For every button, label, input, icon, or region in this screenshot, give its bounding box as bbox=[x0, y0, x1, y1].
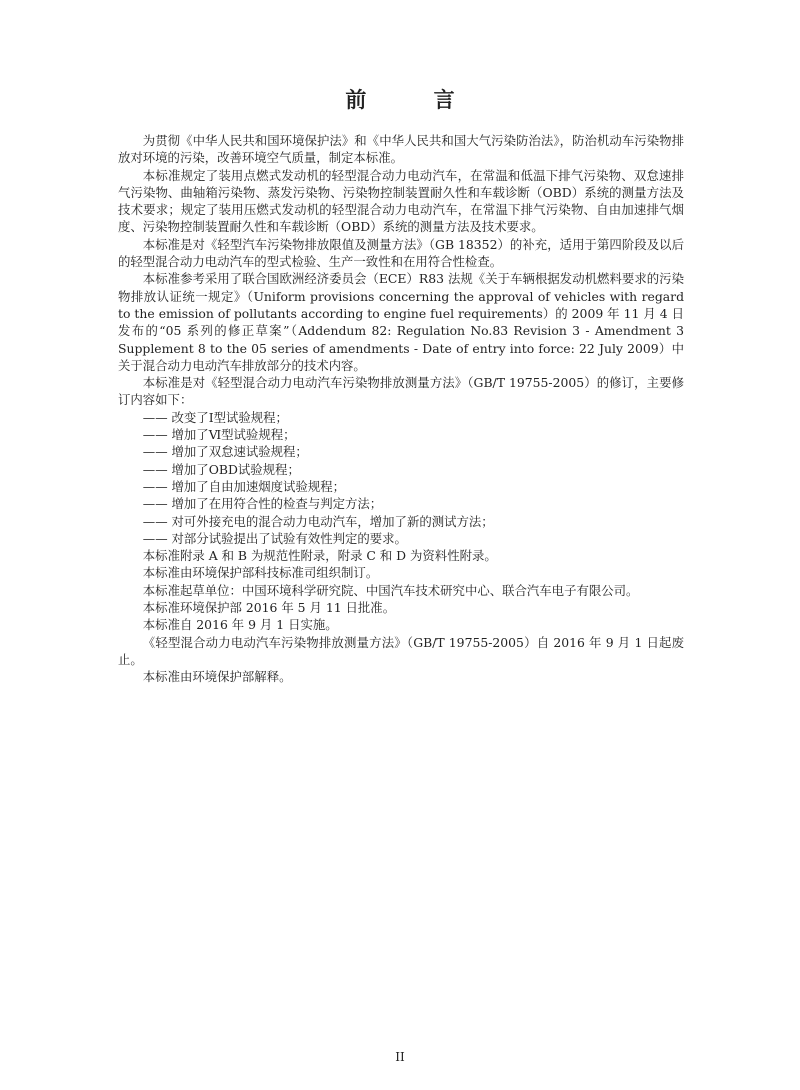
document-body bbox=[118, 132, 684, 686]
paragraph: 本标准是对《轻型混合动力电动汽车污染物排放测量方法》（GB/T 19755-2005）的修订，主要修订内容如下： bbox=[118, 375, 684, 408]
list-item: —— 增加了OBD试验规程； bbox=[142, 461, 300, 477]
paragraph: 本标准是对《轻型汽车污染物排放限值及测量方法》（GB 18352）的补充，适用于第四阶段及以后的轻型混合动力电动汽车的型式检验、生产一致性和在用符合性检查。 bbox=[118, 236, 684, 270]
list-item: —— 增加了在用符合性的检查与判定方法； bbox=[142, 496, 383, 512]
paragraph: 本标准参考采用了联合国欧洲经济委员会（ECE）R83 法规《关于车辆根据发动机燃料要求的污染物排放认证统一规定》（Uniform provisions concerning the approval of vehicles with regard to the emission of pollutants according to engine fuel requirements）的 2009 年 11 月 4 日发布的“05 系列的修正草案”（Addendum 82: Regulation No.83 Revision 3 - Amendment 3 Supplement 8 to the 05 series of amendments - Date of entry into force: 22 July 2009）中关于混合动力电动汽车排放部分的技术内容。 bbox=[118, 271, 684, 373]
list-item: —— 增加了Ⅵ型试验规程； bbox=[142, 427, 296, 443]
paragraph: 《轻型混合动力电动汽车污染物排放测量方法》（GB/T 19755-2005）自 2016 年 9 月 1 日起废止。 bbox=[118, 634, 684, 667]
list-item: —— 对部分试验提出了试验有效性判定的要求。 bbox=[142, 530, 407, 546]
list-item: —— 增加了自由加速烟度试验规程； bbox=[142, 478, 345, 494]
paragraph: 本标准由环境保护部解释。 bbox=[142, 669, 292, 685]
page-title: 前 言 bbox=[345, 87, 485, 112]
list-item: —— 改变了Ⅰ型试验规程； bbox=[142, 409, 288, 425]
paragraph: 本标准起草单位：中国环境科学研究院、中国汽车技术研究中心、联合汽车电子有限公司。 bbox=[142, 582, 639, 598]
paragraph: 本标准环境保护部 2016 年 5 月 11 日批准。 bbox=[142, 600, 396, 616]
paragraph: 本标准自 2016 年 9 月 1 日实施。 bbox=[142, 617, 338, 633]
page-number: II bbox=[395, 1050, 405, 1064]
list-item: —— 增加了双怠速试验规程； bbox=[142, 444, 308, 460]
paragraph: 本标准附录 A 和 B 为规范性附录，附录 C 和 D 为资料性附录。 bbox=[142, 548, 497, 564]
paragraph: 为贯彻《中华人民共和国环境保护法》和《中华人民共和国大气污染防治法》，防治机动车污染物排放对环境的污染，改善环境空气质量，制定本标准。 bbox=[118, 133, 684, 166]
paragraph: 本标准规定了装用点燃式发动机的轻型混合动力电动汽车，在常温和低温下排气污染物、双怠速排气污染物、曲轴箱污染物、蒸发污染物、污染物控制装置耐久性和车载诊断（OBD）系统的测量方法及技术要求；规定了装用压燃式发动机的轻型混合动力电动汽车，在常温下排气污染物、自由加速排气烟度、污染物控制装置耐久性和车载诊断（OBD）系统的测量方法及技术要求。 bbox=[118, 167, 684, 235]
paragraph: 本标准由环境保护部科技标准司组织制订。 bbox=[142, 565, 379, 581]
list-item: —— 对可外接充电的混合动力电动汽车，增加了新的测试方法； bbox=[142, 513, 494, 529]
